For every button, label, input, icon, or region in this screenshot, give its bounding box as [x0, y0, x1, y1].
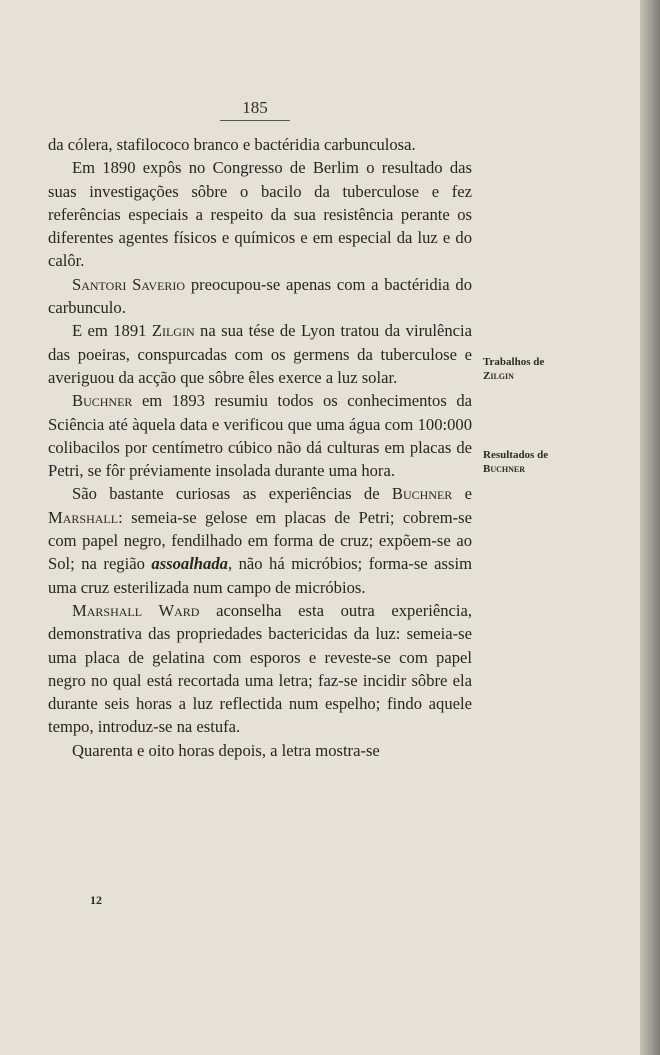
paragraph-8-text: Quarenta e oito horas depois, a letra mostra-se [72, 740, 380, 760]
author-name-santori: Santori Saverio [72, 274, 186, 294]
paragraph-3 [48, 273, 472, 320]
margin-note-zilgin [483, 355, 573, 383]
signature-mark: 12 [90, 893, 102, 907]
paragraph-4 [48, 319, 472, 389]
paragraph-6 [48, 482, 472, 598]
paragraph-4-text-b: na sua tése de Lyon tratou da virulência das poeiras, conspurcadas com os germens da tuberculose e averiguou da acção que sôbre êles exerce a luz solar. [48, 321, 473, 387]
margin-note-zilgin-name: Zilgin [483, 370, 514, 382]
paragraph-3-text: preocupou-se apenas com a bactéridia do carbunculo. [48, 274, 472, 318]
author-name-marshall: Marshall [48, 507, 119, 527]
paragraph-2 [48, 156, 472, 272]
margin-note-buchner-label: Resultados de [483, 449, 549, 461]
paragraph-2-text: Em 1890 expôs no Congresso de Berlim o resultado das suas investigações sôbre o bacilo da tuberculose e fez referências especiais a respeito da sua resistência perante os diferentes agentes físicos e químicos e em especial da luz e do calôr. [48, 158, 472, 271]
author-name-buchner: Buchner [72, 391, 133, 411]
body-text [48, 133, 472, 762]
paragraph-6-text-c: : semeia-se gelose em placas de Petri; cobrem-se com papel negro, fendilhado em forma de cruz; expõem-se ao Sol; na região [48, 507, 472, 574]
paragraph-5-text: em 1893 resumiu todos os conhecimentos da Sciência até àquela data e verificou que uma água com 100:000 colibacilos por centímetro cúbico não dá culturas em placas de Petri, se fôr préviamente insolada durante uma hora. [48, 391, 472, 481]
margin-note-buchner [483, 448, 573, 476]
paragraph-1-text: da cólera, stafilococo branco e bactéridia carbunculosa. [48, 135, 416, 154]
paragraph-1 [48, 133, 472, 156]
paragraph-6-text-d: , não há micróbios; forma-se assim uma cruz esterilizada num campo de micróbios. [48, 554, 472, 597]
book-spine-edge [640, 0, 660, 1055]
page-number: 185 [220, 98, 290, 121]
paragraph-7-text: aconselha esta outra experiência, demonstrativa das propriedades bactericidas da luz: semeia-se uma placa de gelatina com esporos e reveste-se com papel negro no qual está recortada uma letra; faz-se incidir sôbre ela durante seis horas a luz reflectida num espelho; findo aquele tempo, introduz-se na estufa. [48, 600, 472, 737]
paragraph-6-text-a: São bastante curiosas as experiências de [72, 484, 392, 504]
paragraph-8 [48, 739, 472, 762]
paragraph-4-text-a: E em 1891 [72, 321, 152, 341]
author-name-marshall-ward: Marshall Ward [72, 600, 200, 620]
author-name-zilgin: Zilgin [151, 321, 195, 341]
margin-note-buchner-name: Buchner [483, 463, 526, 475]
paragraph-5 [48, 389, 472, 482]
emphasis-assoalhada: assoalhada [151, 554, 228, 574]
paragraph-6-text-b: e [452, 484, 472, 504]
margin-note-zilgin-label: Trabalhos de [483, 356, 545, 368]
paragraph-7 [48, 599, 472, 739]
author-name-buchner-2: Buchner [391, 484, 453, 504]
